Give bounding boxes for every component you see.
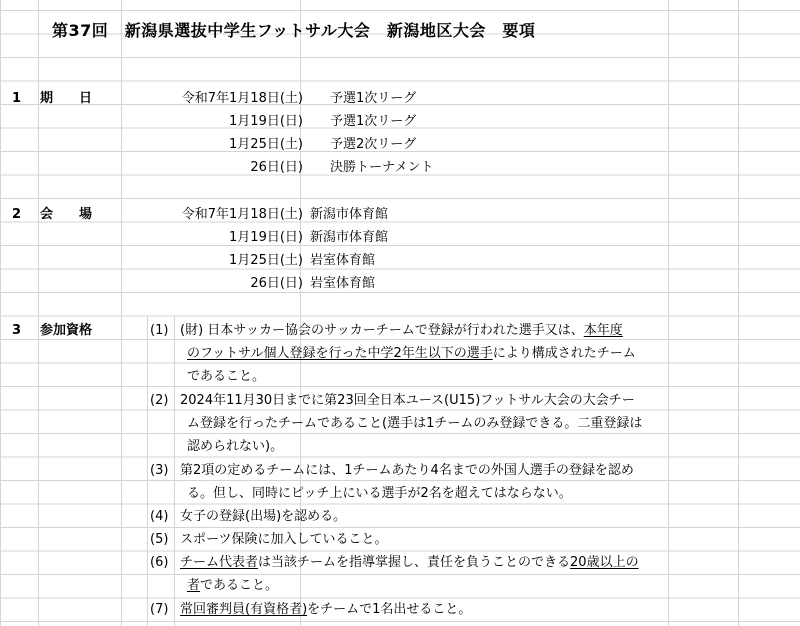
column-divider [121, 0, 122, 626]
item-marker: (1) [150, 323, 169, 338]
item-marker: (6) [150, 555, 169, 570]
venue-name: 岩室体育館 [310, 276, 376, 291]
section-heading: 参加資格 [40, 323, 93, 338]
item-marker: (3) [150, 463, 169, 478]
item-text: であること。 [187, 369, 266, 384]
item-marker: (4) [150, 509, 169, 524]
item-text: 者であること。 [187, 578, 279, 593]
venue-name: 新潟市体育館 [310, 230, 389, 245]
section-heading: 会 場 [40, 207, 93, 222]
venue-date: 1月19日(日) [229, 230, 303, 245]
item-text: 女子の登録(出場)を認める。 [180, 509, 347, 524]
section-number: 2 [12, 207, 22, 222]
item-text: 2024年11月30日までに第23回全日本ユース(U15)フットサル大会の大会チー [180, 393, 635, 408]
item-text: チーム代表者は当該チームを指導掌握し、責任を負うことのできる20歳以上の [180, 555, 639, 570]
venue-date: 1月25日(土) [229, 253, 303, 268]
section-heading: 期 日 [40, 91, 93, 106]
item-marker: (5) [150, 532, 169, 547]
venue-name: 新潟市体育館 [310, 207, 389, 222]
item-text: 常回審判員(有資格者)をチームで1名出せること。 [180, 602, 472, 617]
venue-date: 令和7年1月18日(土) [181, 207, 303, 222]
item-text: (財) 日本サッカー協会のサッカーチームで登録が行われた選手又は、本年度 [180, 323, 623, 338]
item-text: 認められない)。 [187, 439, 284, 454]
item-text: る。但し、同時にピッチ上にいる選手が2名を超えてはならない。 [187, 486, 572, 501]
venue-name: 岩室体育館 [310, 253, 376, 268]
column-divider [38, 0, 39, 626]
schedule-event: 予選1次リーグ [330, 114, 417, 129]
schedule-date: 1月25日(土) [229, 137, 303, 152]
column-divider [147, 316, 148, 626]
section-number: 3 [12, 323, 22, 338]
schedule-date: 令和7年1月18日(土) [181, 91, 303, 106]
schedule-event: 予選1次リーグ [330, 91, 417, 106]
item-marker: (7) [150, 602, 169, 617]
schedule-event: 決勝トーナメント [330, 160, 434, 175]
item-text: のフットサル個人登録を行った中学2年生以下の選手により構成されたチーム [187, 346, 636, 361]
item-text: 第2項の定めるチームには、1チームあたり4名までの外国人選手の登録を認め [180, 463, 634, 478]
item-text: ム登録を行ったチームであること(選手は1チームのみ登録できる。二重登録は [187, 416, 643, 431]
schedule-date: 1月19日(日) [229, 114, 303, 129]
column-divider [174, 316, 175, 626]
item-marker: (2) [150, 393, 169, 408]
section-number: 1 [12, 91, 22, 106]
column-divider [738, 0, 739, 626]
venue-date: 26日(日) [250, 276, 303, 291]
schedule-date: 26日(日) [250, 160, 303, 175]
schedule-event: 予選2次リーグ [330, 137, 417, 152]
column-divider [668, 0, 669, 626]
item-text: スポーツ保険に加入していること。 [180, 532, 388, 547]
page-title: 第37回 新潟県選抜中学生フットサル大会 新潟地区大会 要項 [52, 21, 536, 40]
